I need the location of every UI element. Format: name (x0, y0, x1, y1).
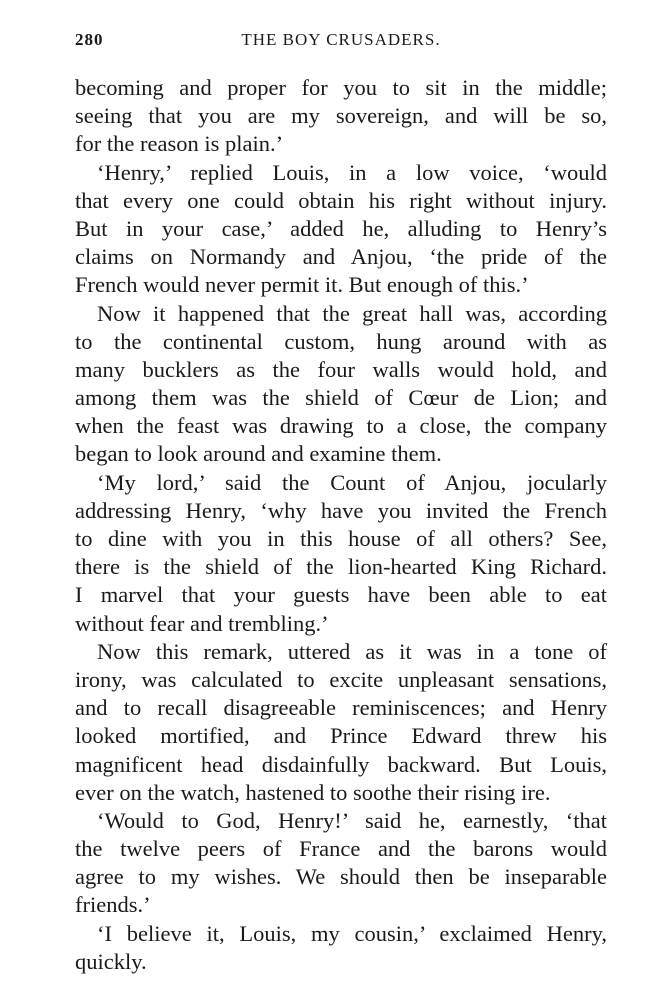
text-line: among them was the shield of Cœur de Lion; and (75, 385, 607, 411)
text-line: ‘My lord,’ said the Count of Anjou, jocularly (97, 469, 607, 495)
page-number: 280 (75, 30, 104, 49)
body-text (75, 74, 607, 976)
text-line: many bucklers as the four walls would hold, and (75, 356, 607, 382)
text-line: the twelve peers of France and the barons would (75, 836, 607, 862)
text-line: French would never permit it. But enough of this.’ (75, 272, 529, 298)
text-line: for the reason is plain.’ (75, 131, 284, 157)
running-title: THE BOY CRUSADERS. (241, 30, 441, 49)
text-line: seeing that you are my sovereign, and will be so, (75, 103, 607, 129)
text-line: began to look around and examine them. (75, 441, 442, 467)
text-line: I marvel that your guests have been able to eat (75, 582, 607, 608)
text-line: to dine with you in this house of all others? See, (75, 526, 607, 551)
text-line: ever on the watch, hastened to soothe their rising ire. (75, 779, 551, 805)
text-line: But in your case,’ added he, alluding to Henry’s (75, 215, 607, 241)
text-line: ‘I believe it, Louis, my cousin,’ exclaimed Henry, (97, 920, 607, 946)
text-line: looked mortified, and Prince Edward threw his (75, 723, 607, 749)
text-line: ‘Henry,’ replied Louis, in a low voice, ‘would (97, 159, 607, 185)
paragraph (75, 300, 607, 469)
text-line: ‘Would to God, Henry!’ said he, earnestly, ‘that (97, 807, 607, 833)
text-line: Now this remark, uttered as it was in a tone of (97, 638, 607, 664)
text-line: there is the shield of the lion-hearted King Richard. (75, 554, 607, 580)
text-line: to the continental custom, hung around with as (75, 328, 607, 354)
text-line: irony, was calculated to excite unpleasant sensations, (75, 666, 607, 692)
text-line: when the feast was drawing to a close, the company (75, 413, 607, 439)
text-line: without fear and trembling.’ (75, 610, 329, 636)
text-line: friends.’ (75, 892, 151, 918)
paragraph (75, 638, 607, 807)
text-line: Now it happened that the great hall was, according (97, 300, 607, 326)
paragraph (75, 159, 607, 300)
page-header (75, 30, 607, 54)
text-line: claims on Normandy and Anjou, ‘the pride of the (75, 244, 607, 270)
paragraph (75, 74, 607, 159)
text-line: magnificent head disdainfully backward. But Louis, (75, 751, 607, 777)
text-line: becoming and proper for you to sit in the middle; (75, 75, 607, 100)
paragraph (75, 920, 607, 976)
text-line: agree to my wishes. We should then be inseparable (75, 864, 607, 890)
paragraph (75, 807, 607, 920)
text-line: quickly. (75, 948, 147, 974)
paragraph (75, 469, 607, 638)
text-line: that every one could obtain his right without injury. (75, 187, 607, 213)
text-line: addressing Henry, ‘why have you invited the French (75, 497, 607, 523)
text-line: and to recall disagreeable reminiscences; and Henry (75, 695, 607, 721)
